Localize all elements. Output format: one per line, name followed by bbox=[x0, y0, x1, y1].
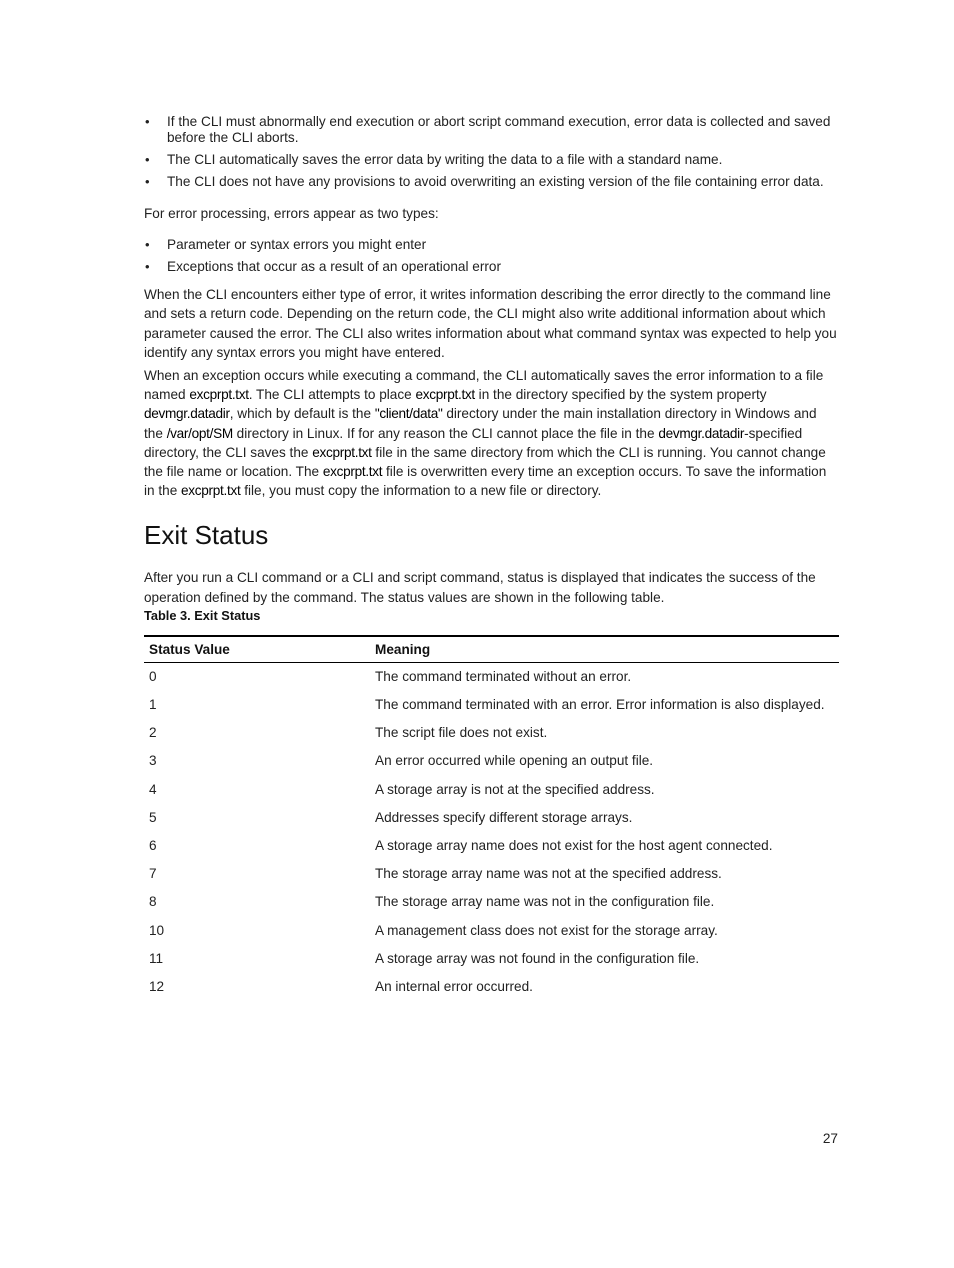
cli-error-bullet-list bbox=[144, 114, 838, 190]
meaning-cell: Addresses specify different storage arrays. bbox=[375, 809, 633, 825]
section-heading: Exit Status bbox=[144, 520, 269, 551]
table-row bbox=[144, 860, 839, 888]
meaning-cell: The storage array name was not in the configuration file. bbox=[375, 894, 715, 910]
property-code: devmgr.datadir bbox=[144, 406, 230, 422]
meaning-cell: A management class does not exist for the storage array. bbox=[375, 922, 718, 938]
exit-status-table bbox=[144, 635, 839, 1001]
table-row bbox=[144, 719, 839, 747]
text-run: When an exception occurs while executing a command, the CLI automatically saves the error information to a file named bbox=[144, 368, 824, 403]
page-number: 27 bbox=[822, 1131, 838, 1146]
status-value-cell: 10 bbox=[149, 922, 165, 938]
meaning-cell: The command terminated without an error. bbox=[375, 668, 632, 684]
meaning-cell: The command terminated with an error. Error information is also displayed. bbox=[375, 697, 825, 713]
status-value-cell: 11 bbox=[149, 950, 164, 966]
table-row bbox=[144, 973, 839, 1001]
table-header-row bbox=[144, 636, 839, 663]
directory-code: /var/opt/SM bbox=[166, 425, 233, 441]
table-row bbox=[144, 804, 839, 832]
status-value-cell: 2 bbox=[149, 725, 157, 741]
filename-code: excprpt.txt bbox=[189, 387, 249, 403]
meaning-cell: A storage array name does not exist for the host agent connected. bbox=[375, 838, 773, 854]
table-row bbox=[144, 691, 839, 719]
directory-code: "client/data" bbox=[374, 406, 443, 422]
status-value-cell: 1 bbox=[149, 697, 157, 713]
text-run: , which by default is the bbox=[229, 406, 375, 422]
error-handling-paragraph: When the CLI encounters either type of error, it writes information describing the error directly to the command line and sets a return code. Depending on the return code, the CLI might also write additional information about which parameter caused the error. The CLI also writes information about what command syntax was expected to help you identify any syntax errors you might have entered. bbox=[144, 287, 837, 360]
status-value-cell: 3 bbox=[149, 753, 157, 769]
text-run: directory under the main installation directory in Windows and the bbox=[144, 406, 817, 441]
table-row bbox=[144, 662, 839, 691]
meaning-cell: The storage array name was not at the specified address. bbox=[375, 866, 722, 882]
text-run: . The CLI attempts to place bbox=[248, 387, 416, 403]
status-value-cell: 5 bbox=[149, 809, 157, 825]
table-row bbox=[144, 917, 839, 945]
text-run: file, you must copy the information to a new file or directory. bbox=[240, 483, 602, 499]
list-item: • Parameter or syntax errors you might enter bbox=[144, 237, 838, 253]
list-item: • The CLI does not have any provisions to avoid overwriting an existing version of the file containing error data. bbox=[144, 174, 838, 190]
table-header bbox=[144, 636, 839, 663]
table-row bbox=[144, 945, 839, 973]
list-item: • If the CLI must abnormally end execution or abort script command execution, error data is collected and saved before the CLI aborts. bbox=[144, 114, 838, 146]
table-row bbox=[144, 888, 839, 916]
table-caption: Table 3. Exit Status bbox=[144, 607, 261, 623]
filename-code: excprpt.txt bbox=[181, 483, 241, 499]
meaning-cell: A storage array is not at the specified address. bbox=[375, 781, 655, 797]
meaning-cell: A storage array was not found in the configuration file. bbox=[375, 950, 700, 966]
table-row bbox=[144, 832, 839, 860]
exception-paragraph bbox=[144, 366, 838, 500]
text-run: in the directory specified by the system property bbox=[474, 387, 767, 403]
text-run: -specified directory, the CLI saves the bbox=[144, 425, 803, 460]
column-header-meaning: Meaning bbox=[370, 636, 839, 663]
exit-status-paragraph: After you run a CLI command or a CLI and script command, status is displayed that indicates the success of the operation defined by the command. The status values are shown in the following table. bbox=[144, 570, 816, 605]
filename-code: excprpt.txt bbox=[312, 444, 372, 460]
status-value-cell: 12 bbox=[149, 979, 165, 995]
error-types-list bbox=[144, 237, 838, 275]
status-value-cell: 6 bbox=[149, 838, 157, 854]
status-value-cell: 4 bbox=[149, 781, 157, 797]
table-row bbox=[144, 776, 839, 804]
text-run: file is overwritten every time an exception occurs. To save the information in the bbox=[144, 464, 827, 499]
property-code: devmgr.datadir bbox=[658, 425, 745, 441]
filename-code: excprpt.txt bbox=[415, 387, 475, 403]
status-value-cell: 7 bbox=[149, 866, 157, 882]
text-run: directory in Linux. If for any reason the CLI cannot place the file in the bbox=[232, 425, 659, 441]
table-row bbox=[144, 747, 839, 775]
filename-code: excprpt.txt bbox=[322, 464, 383, 480]
page-content bbox=[144, 112, 838, 1001]
list-item: • Exceptions that occur as a result of an operational error bbox=[144, 259, 838, 275]
text-run: file in the same directory from which the CLI is running. You cannot change the file name or location. The bbox=[144, 444, 826, 480]
meaning-cell: An error occurred while opening an output file. bbox=[375, 753, 654, 769]
error-types-intro: For error processing, errors appear as two types: bbox=[144, 206, 439, 221]
meaning-cell: The script file does not exist. bbox=[375, 725, 548, 741]
status-value-cell: 8 bbox=[149, 894, 157, 910]
table-body bbox=[144, 662, 839, 1001]
meaning-cell: An internal error occurred. bbox=[375, 979, 533, 995]
status-value-cell: 0 bbox=[149, 668, 157, 684]
column-header-status-value: Status Value bbox=[144, 636, 370, 663]
list-item: • The CLI automatically saves the error data by writing the data to a file with a standard name. bbox=[144, 152, 838, 168]
